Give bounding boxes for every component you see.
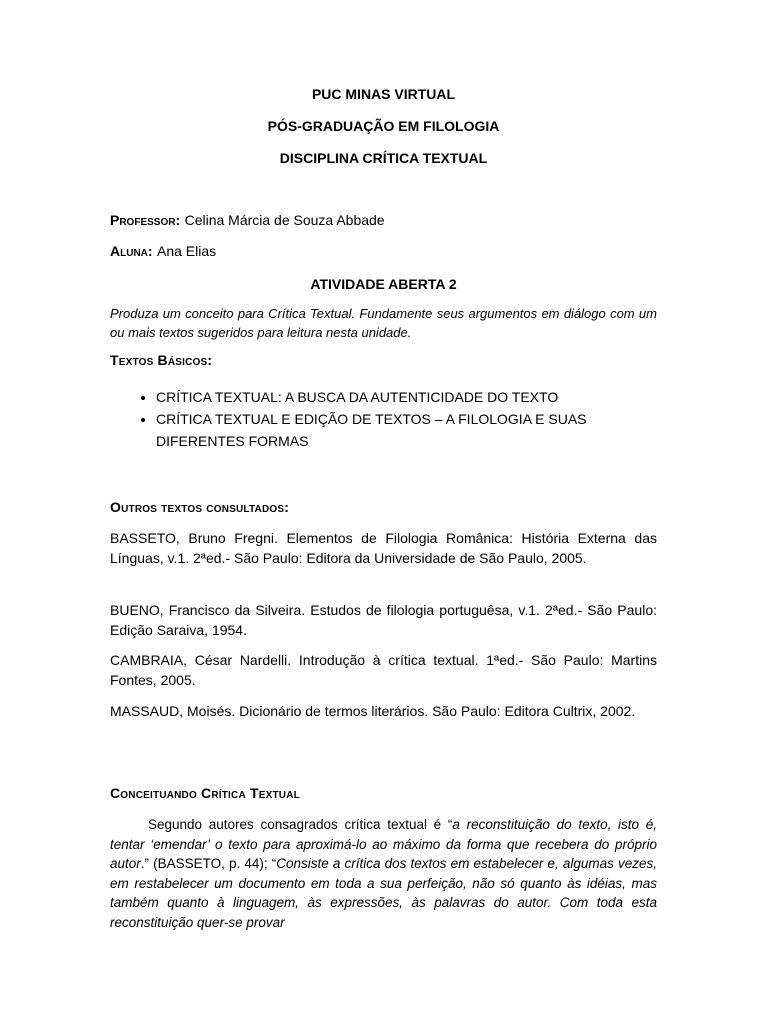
paragraph-text: Segundo autores consagrados crítica textual é “ — [148, 817, 453, 832]
activity-instruction: Produza um conceito para Crítica Textual. Fundamente seus argumentos em diálogo com um ou mais textos sugeridos para leitura nesta unidade. — [110, 306, 657, 340]
list-item: • CRÍTICA TEXTUAL E EDIÇÃO DE TEXTOS – A FILOLOGIA E SUAS DIFERENTES FORMAS — [156, 408, 636, 452]
other-texts-heading: Outros textos consultados: — [110, 499, 290, 515]
list-item: • CRÍTICA TEXTUAL: A BUSCA DA AUTENTICIDADE DO TEXTO — [156, 386, 676, 408]
professor-label: Professor: — [110, 212, 181, 228]
reference-item: MASSAUD, Moisés. Dicionário de termos literários. São Paulo: Editora Cultrix, 2002. — [110, 703, 636, 719]
aluna-line — [110, 243, 657, 261]
basic-texts-heading: Textos Básicos: — [110, 352, 213, 368]
aluna-value: Ana Elias — [157, 243, 217, 259]
professor-line — [110, 212, 657, 230]
institution-title: PUC MINAS VIRTUAL — [311, 86, 456, 102]
reference-item: CAMBRAIA, César Nardelli. Introdução à crítica textual. 1ªed.- São Paulo: Martins Fontes, 2005. — [110, 652, 657, 688]
concept-heading: Conceituando Crítica Textual — [110, 785, 300, 801]
concept-paragraph — [110, 815, 657, 932]
discipline-title: DISCIPLINA CRÍTICA TEXTUAL — [279, 150, 488, 166]
paragraph-text: .” (BASSETO, p. 44); “ — [140, 856, 277, 871]
quote-basseto: a reconstituição do texto, isto é, tentar ‘emendar’ o texto para aproximá-lo ao máximo da forma que recebera do próprio autor — [110, 817, 658, 871]
reference-item: BASSETO, Bruno Fregni. Elementos de Filologia Românica: História Externa das Línguas, v.1. 2ªed.- São Paulo: Editora da Universidade de São Paulo, 2005. — [110, 530, 657, 566]
quote-second: Consiste a crítica dos textos em estabelecer e, algumas vezes, em restabelecer um documento em toda a sua perfeição, não só quanto às idéias, mas também quanto à linguagem, às expressões, às palavras do autor. Com toda esta reconstituição quer-se provar — [110, 856, 657, 930]
activity-title: ATIVIDADE ABERTA 2 — [310, 276, 457, 292]
program-title: PÓS-GRADUAÇÃO EM FILOLOGIA — [267, 118, 500, 134]
reference-item: BUENO, Francisco da Silveira. Estudos de filologia portuguêsa, v.1. 2ªed.- São Paulo: Edição Saraiva, 1954. — [110, 602, 657, 638]
professor-value: Celina Márcia de Souza Abbade — [184, 212, 385, 228]
aluna-label: Aluna: — [110, 243, 153, 259]
basic-texts-list — [110, 386, 676, 452]
